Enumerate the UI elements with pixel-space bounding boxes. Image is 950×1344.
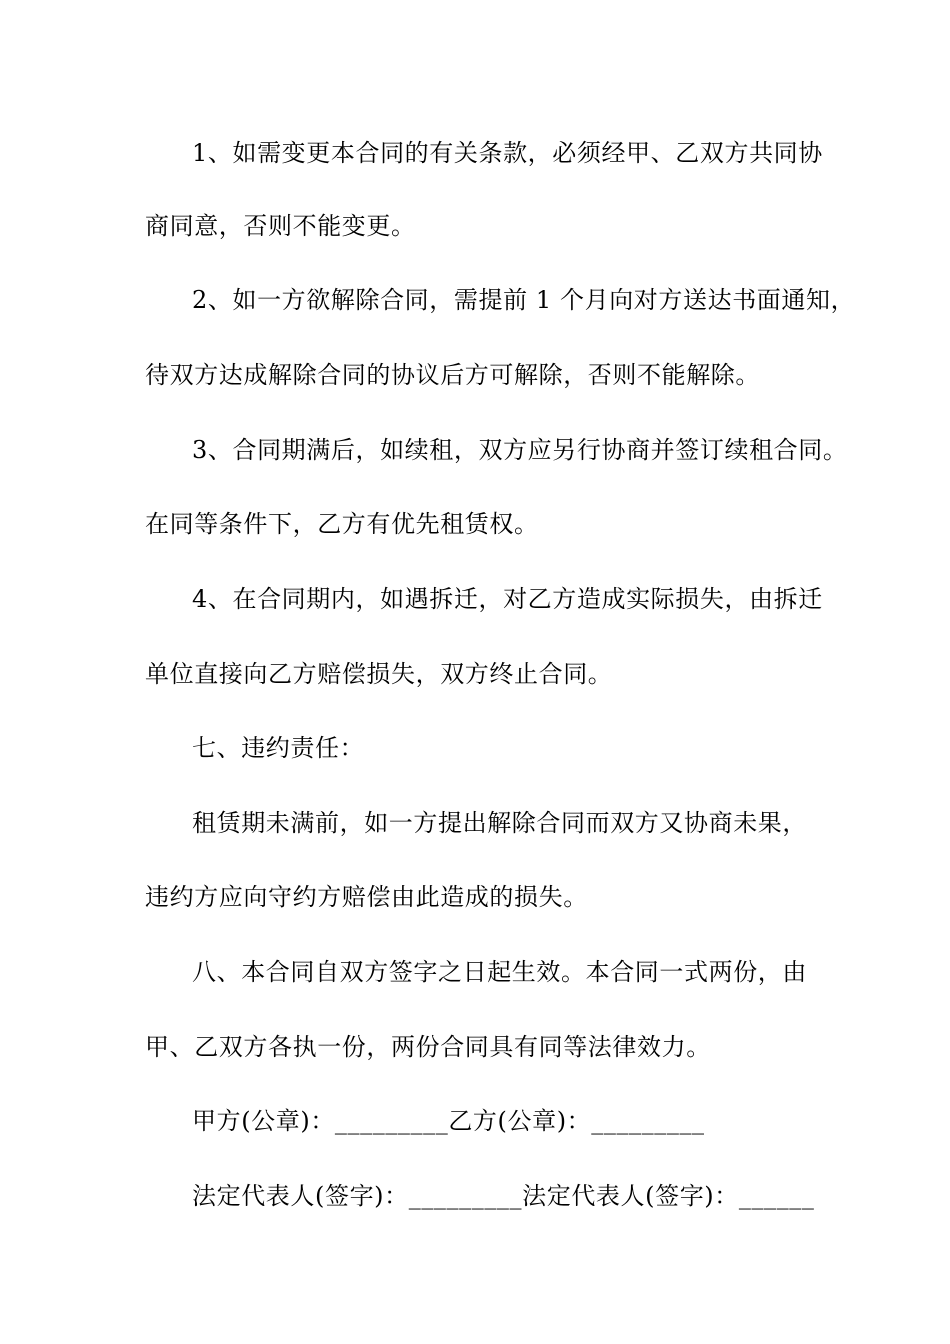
breach-line-2: 违约方应向守约方赔偿由此造成的损失。 xyxy=(145,883,588,911)
clause-2-line-2: 待双方达成解除合同的协议后方可解除，否则不能解除。 xyxy=(145,361,760,389)
clause-4-line-1: 4、在合同期内，如遇拆迁，对乙方造成实际损失，由拆迁 xyxy=(192,585,823,613)
clause-4-line-2: 单位直接向乙方赔偿损失，双方终止合同。 xyxy=(145,660,613,688)
clause-2-line-1: 2、如一方欲解除合同，需提前 1 个月向对方送达书面通知， xyxy=(192,286,856,314)
clause-1-line-2: 商同意，否则不能变更。 xyxy=(145,212,416,240)
clause-1-line-1: 1、如需变更本合同的有关条款，必须经甲、乙双方共同协 xyxy=(192,139,823,167)
breach-line-1: 租赁期未满前，如一方提出解除合同而双方又协商未果， xyxy=(192,809,807,837)
section-8-line-1: 八、本合同自双方签字之日起生效。本合同一式两份，由 xyxy=(192,958,807,986)
section-8-line-2: 甲、乙双方各执一份，两份合同具有同等法律效力。 xyxy=(145,1033,711,1061)
clause-3-line-2: 在同等条件下，乙方有优先租赁权。 xyxy=(145,510,539,538)
representative-signature-line: 法定代表人(签字)：_________法定代表人(签字)：______ xyxy=(192,1182,815,1210)
clause-3-line-1: 3、合同期满后，如续租，双方应另行协商并签订续租合同。 xyxy=(192,436,848,464)
section-heading-breach: 七、违约责任： xyxy=(192,734,365,762)
seal-signature-line: 甲方(公章)：_________乙方(公章)：_________ xyxy=(192,1107,705,1135)
